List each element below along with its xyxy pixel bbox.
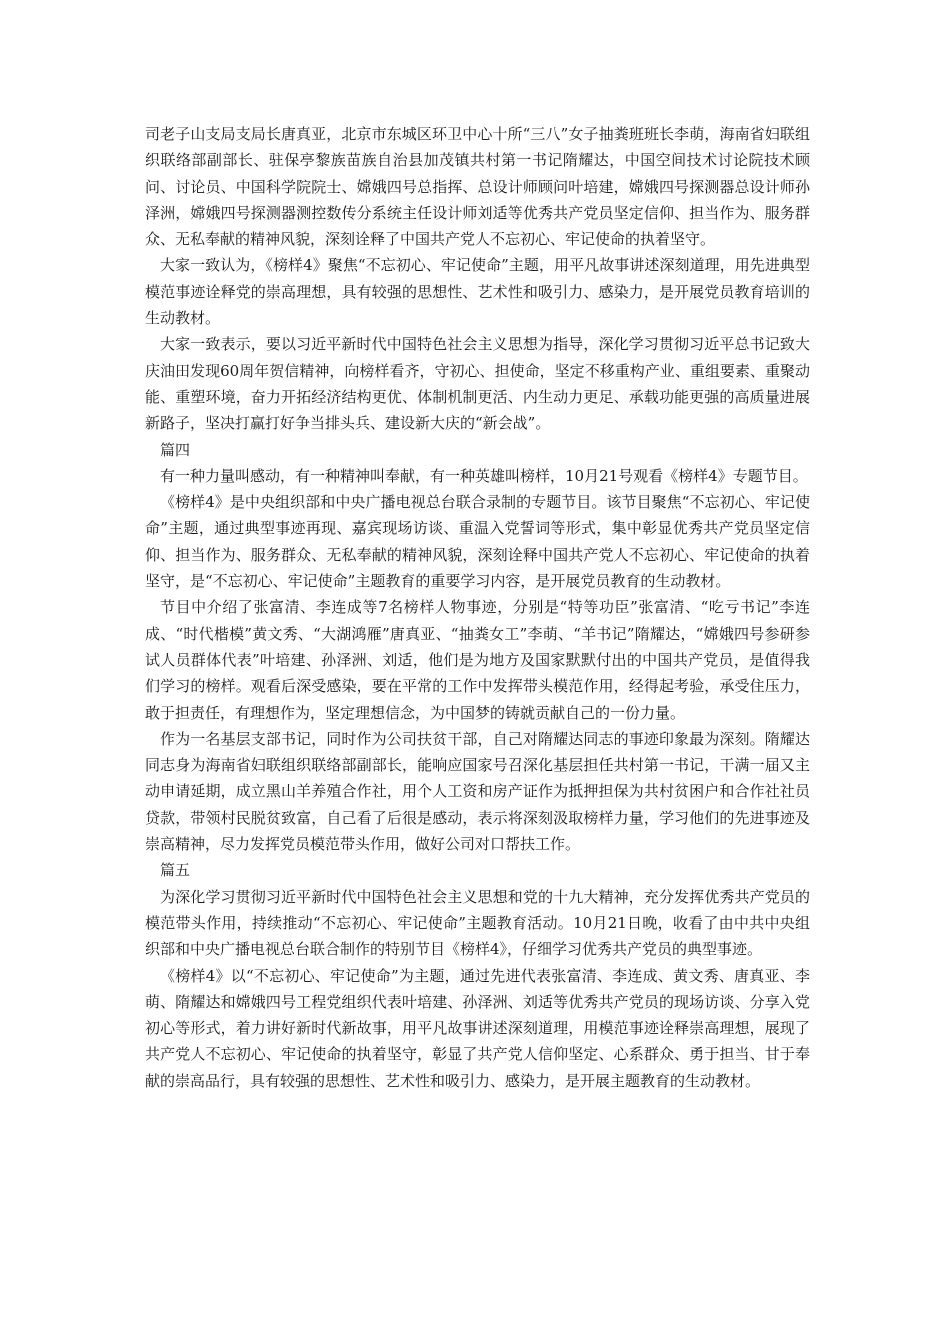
paragraph: 为深化学习贯彻习近平新时代中国特色社会主义思想和党的十九大精神，充分发挥优秀共产党员的模范带头作用，持续推动“不忘初心、牢记使命”主题教育活动。10月21日晚，收看了由中共中央组织部和中央广播电视总台联合制作的特别节目《榜样4》，仔细学习优秀共产党员的典型事迹。 — [145, 887, 810, 959]
paragraph: 《榜样4》是中央组织部和中央广播电视总台联合录制的专题节目。该节目聚焦“不忘初心、牢记使命”主题，通过典型事迹再现、嘉宾现场访谈、重温入党誓词等形式，集中彰显优秀共产党员坚定信仰、担当作为、服务群众、无私奉献的精神风貌，深刻诠释中国共产党人不忘初心、牢记使命的执着坚守，是“不忘初心、牢记使命”主题教育的重要学习内容，是开展党员教育的生动教材。 — [145, 493, 810, 591]
paragraph: 作为一名基层支部书记，同时作为公司扶贫干部，自己对隋耀达同志的事迹印象最为深刻。隋耀达同志身为海南省妇联组织联络部副部长，能响应国家号召深化基层担任共村第一书记，干满一届又主动申请延期，成立黑山羊养殖合作社，用个人工资和房产证作为抵押担保为共村贫困户和合作社社员贷款，带领村民脱贫致富，自己看了后很是感动，表示将深刻汲取榜样力量，学习他们的先进事迹及崇高精神，尽力发挥党员模范带头作用，做好公司对口帮扶工作。 — [145, 729, 810, 854]
document-page — [145, 121, 810, 1094]
section-heading-4: 篇四 — [160, 440, 191, 459]
paragraph-continued: 司老子山支局支局长唐真亚，北京市东城区环卫中心十所“三八”女子抽粪班班长李萌，海南省妇联组织联络部副部长、驻保亭黎族苗族自治县加茂镇共村第一书记隋耀达，中国空间技术讨论院技术顾问、讨论员、中国科学院院士、嫦娥四号总指挥、总设计师顾问叶培建，嫦娥四号探测器总设计师孙泽洲，嫦娥四号探测器测控数传分系统主任设计师刘适等优秀共产党员坚定信仰、担当作为、服务群众、无私奉献的精神风貌，深刻诠释了中国共产党人不忘初心、牢记使命的执着坚守。 — [145, 125, 810, 249]
paragraph: 《榜样4》以“不忘初心、牢记使命”为主题，通过先进代表张富清、李连成、黄文秀、唐真亚、李萌、隋耀达和嫦娥四号工程党组织代表叶培建、孙泽洲、刘适等优秀共产党员的现场访谈、分享入党初心等形式，着力讲好新时代新故事，用平凡故事讲述深刻道理，用模范事迹诠释崇高理想，展现了共产党人不忘初心、牢记使命的执着坚守，彰显了共产党人信仰坚定、心系群众、勇于担当、甘于奉献的崇高品行，具有较强的思想性、艺术性和吸引力、感染力，是开展主题教育的生动教材。 — [145, 966, 810, 1090]
paragraph: 大家一致认为，《榜样4》聚焦“不忘初心、牢记使命”主题，用平凡故事讲述深刻道理，用先进典型模范事迹诠释党的崇高理想，具有较强的思想性、艺术性和吸引力、感染力，是开展党员教育培训的生动教材。 — [145, 256, 810, 328]
paragraph: 有一种力量叫感动，有一种精神叫奉献，有一种英雄叫榜样，10月21号观看《榜样4》专题节目。 — [160, 466, 808, 485]
paragraph: 节目中介绍了张富清、李连成等7名榜样人物事迹，分别是“特等功臣”张富清、“吃亏书记”李连成、“时代楷模”黄文秀、“大湖鸿雁”唐真亚、“抽粪女工”李萌、“羊书记”隋耀达，“嫦娥四号参研参试人员群体代表”叶培建、孙泽洲、刘适，他们是为地方及国家默默付出的中国共产党员，是值得我们学习的榜样。观看后深受感染，要在平常的工作中发挥带头模范作用，经得起考验，承受住压力，敢于担责任，有理想作为，坚定理想信念，为中国梦的铸就贡献自己的一份力量。 — [145, 598, 810, 722]
section-heading-5: 篇五 — [160, 861, 191, 880]
paragraph: 大家一致表示，要以习近平新时代中国特色社会主义思想为指导，深化学习贯彻习近平总书记致大庆油田发现60周年贺信精神，向榜样看齐，守初心、担使命，坚定不移重构产业、重组要素、重聚动能、重塑环境，奋力开拓经济结构更优、体制机制更活、内生动力更足、承载功能更强的高质量进展新路子，坚决打赢打好争当排头兵、建设新大庆的“新会战”。 — [145, 335, 810, 433]
